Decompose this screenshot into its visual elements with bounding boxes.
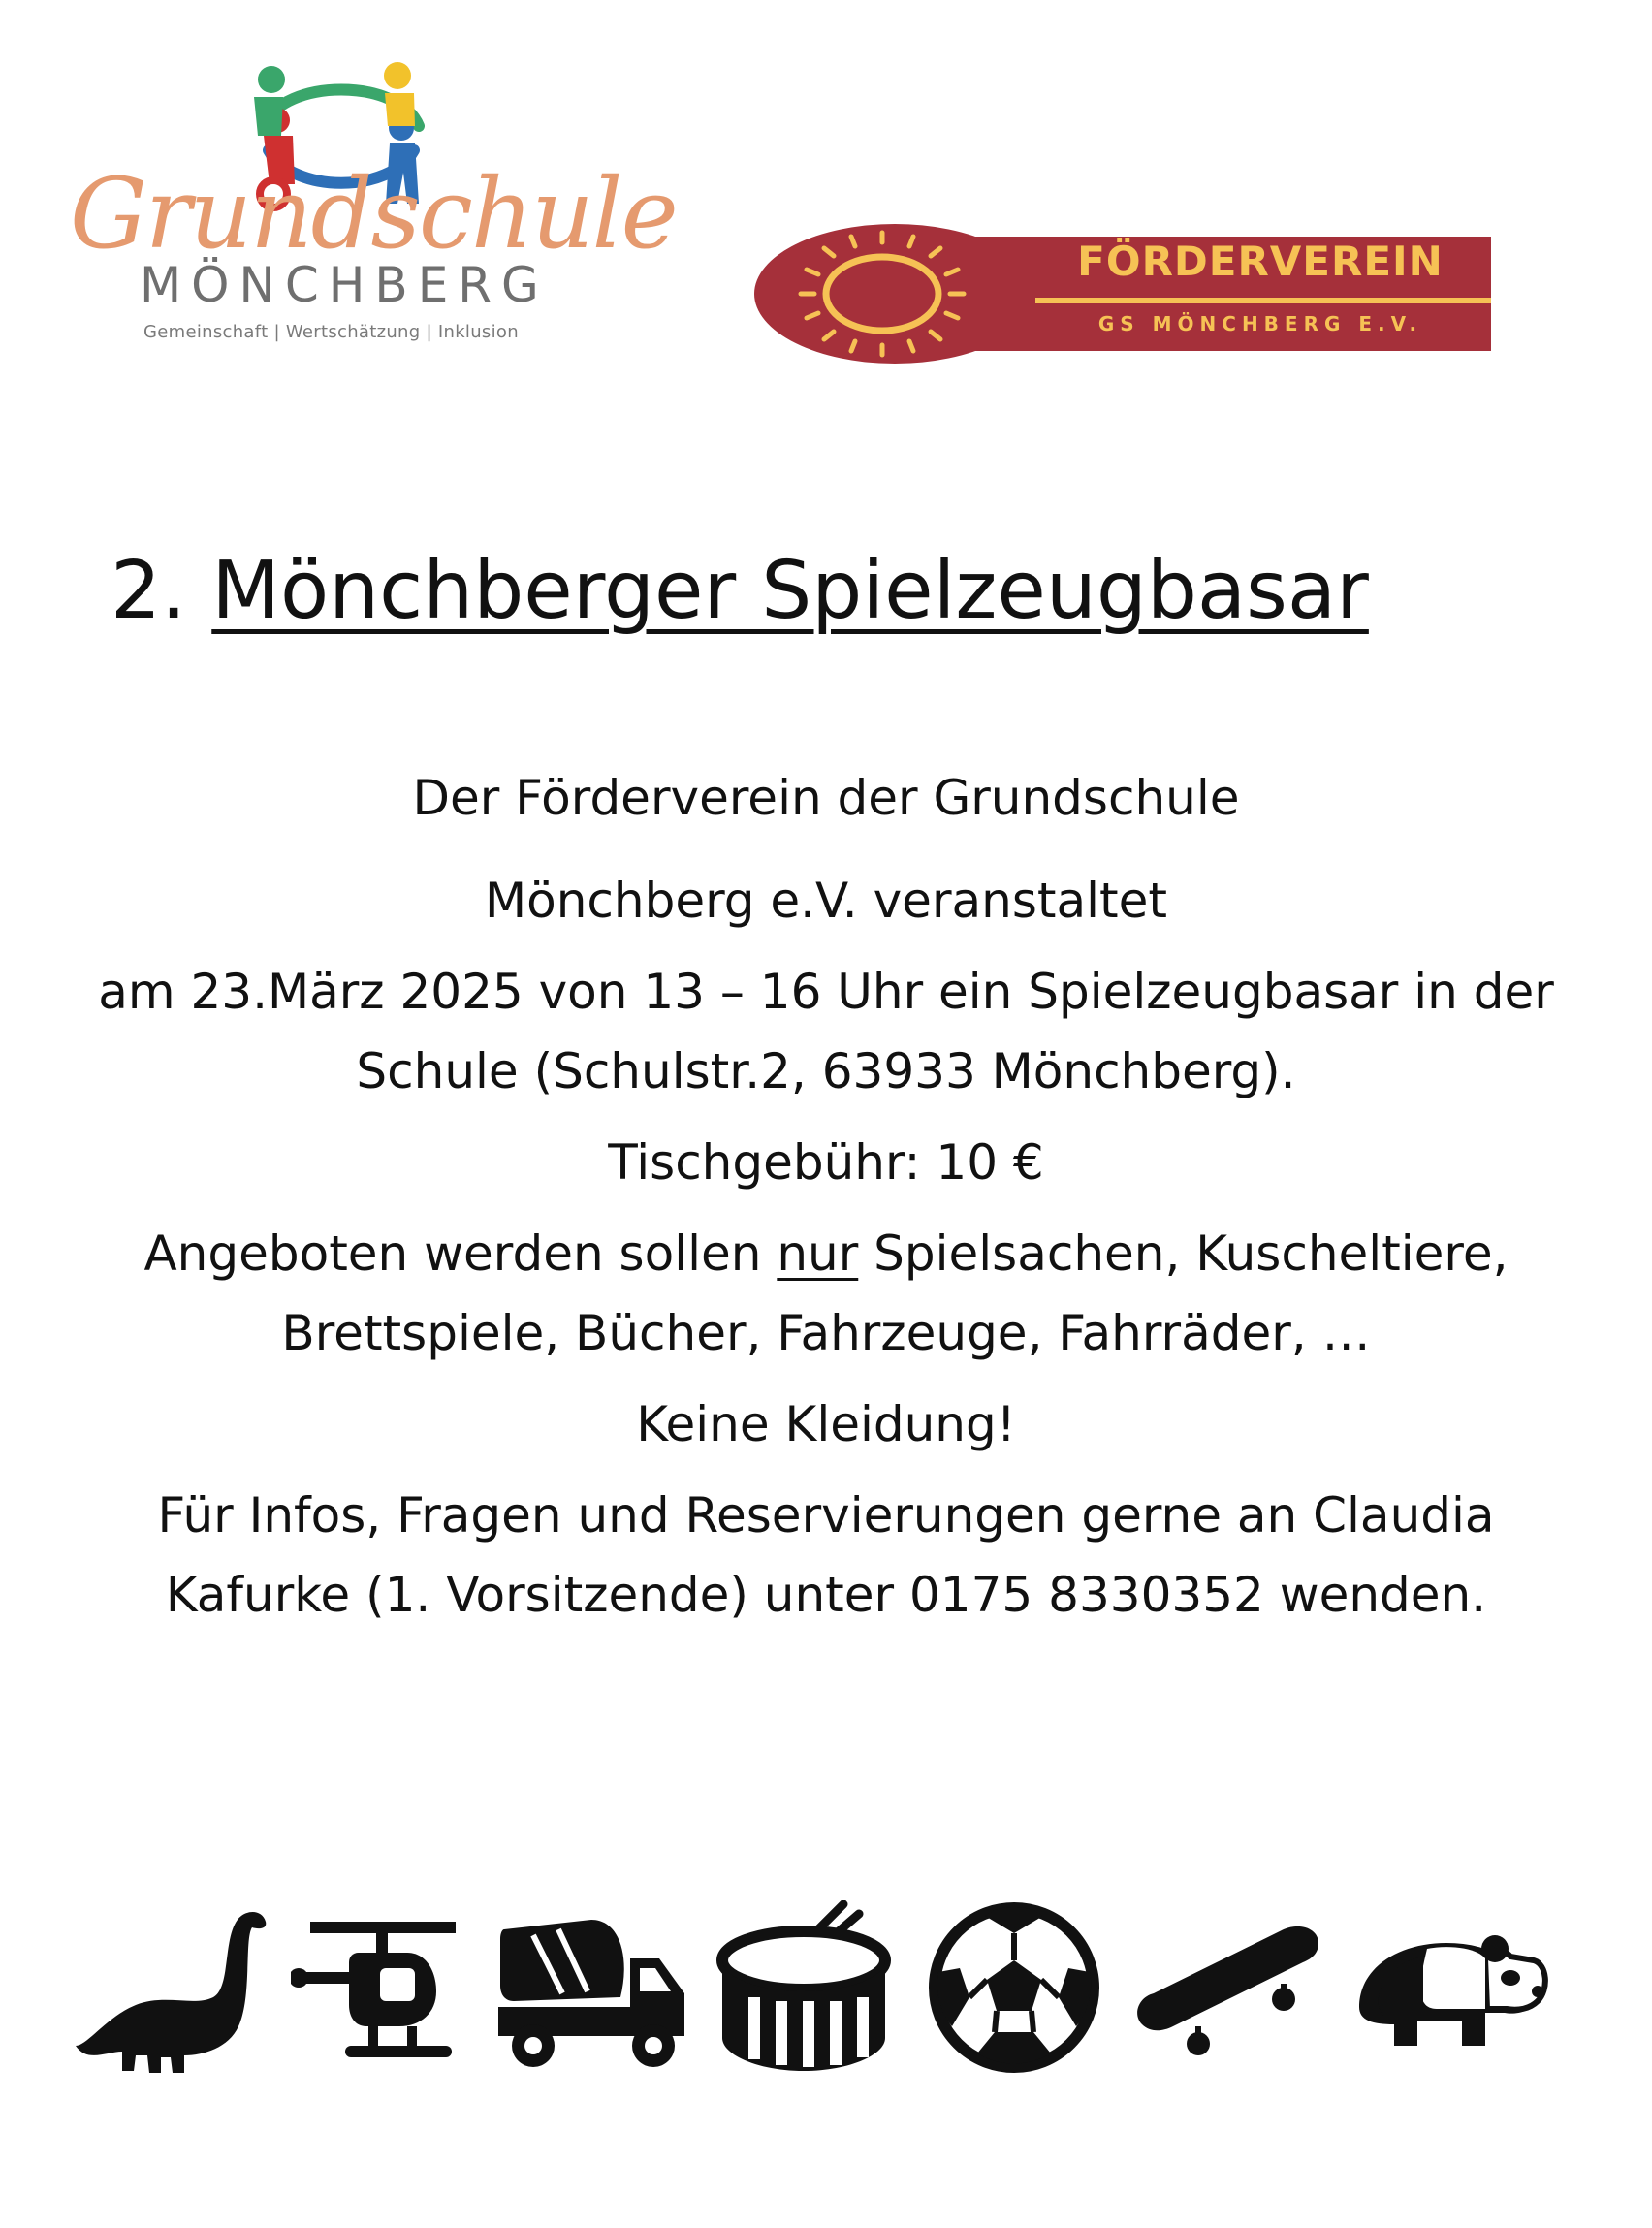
intro-line-1: Der Förderverein der Grundschule (412, 770, 1240, 826)
offer-text-before: Angeboten werden sollen (143, 1225, 778, 1282)
offer-line-2: Brettspiele, Bücher, Fahrzeuge, Fahrräder, … (281, 1305, 1371, 1361)
drum-icon (712, 1900, 896, 2075)
offer-text-after: Spielsachen, Kuscheltiere, (858, 1225, 1509, 1282)
toy-icons-row (68, 1900, 1584, 2085)
page-title (111, 543, 1369, 640)
edition-number: 2. (111, 545, 187, 637)
contact-line-1: Für Infos, Fragen und Reservierungen gerne an Claudia (157, 1487, 1495, 1544)
association-subtitle: GS MÖNCHBERG E.V. (1097, 312, 1423, 335)
association-title: FÖRDERVEREIN (1077, 238, 1444, 285)
school-name-script: Grundschule (70, 157, 677, 271)
soccer-ball-icon (927, 1900, 1101, 2075)
event-description (39, 747, 1613, 1635)
school-name-caps: MÖNCHBERG (140, 257, 549, 313)
location-line: Schule (Schulstr.2, 63933 Mönchberg). (356, 1043, 1296, 1099)
skateboard-icon (1128, 1900, 1322, 2075)
event-title: Mönchberger Spielzeugbasar (211, 545, 1369, 637)
no-clothes-note: Keine Kleidung! (636, 1396, 1016, 1452)
date-line: am 23.März 2025 von 13 – 16 Uhr ein Spielzeugbasar in der (98, 964, 1554, 1020)
helicopter-icon (291, 1900, 465, 2075)
offer-line-1 (39, 1214, 1613, 1293)
contact-line-2: Kafurke (1. Vorsitzende) unter 0175 8330352 wenden. (165, 1567, 1487, 1623)
cement-truck-icon (494, 1900, 688, 2075)
table-fee: Tischgebühr: 10 € (608, 1134, 1044, 1191)
school-tagline: Gemeinschaft | Wertschätzung | Inklusion (143, 322, 519, 342)
school-logo (70, 58, 677, 349)
dinosaur-icon (68, 1900, 271, 2075)
panda-icon (1340, 1900, 1553, 2075)
intro-line-2: Mönchberg e.V. veranstaltet (484, 873, 1167, 929)
offer-emphasis: nur (777, 1225, 859, 1282)
association-logo (754, 221, 1491, 366)
